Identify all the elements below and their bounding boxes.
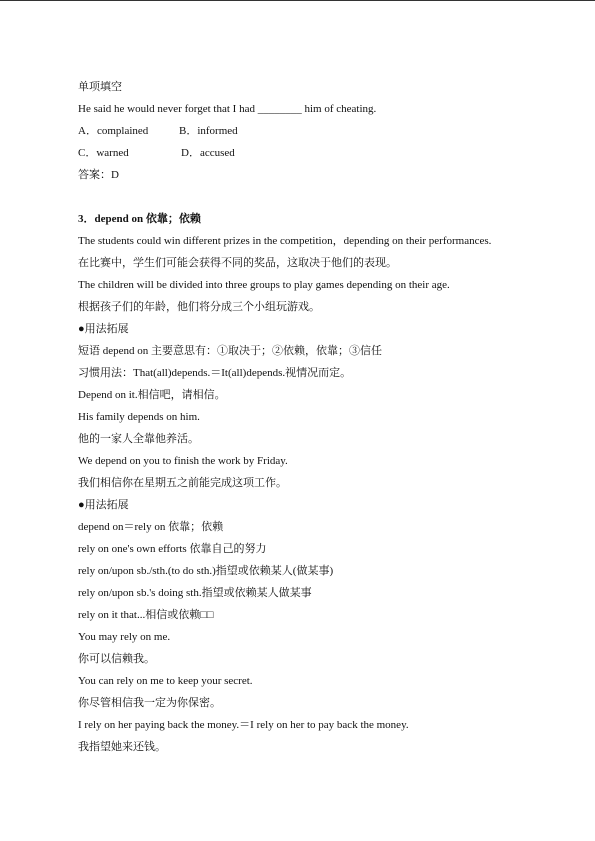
option-b: B．informed: [179, 125, 238, 137]
text-line: 你尽管相信我一定为你保密。: [78, 697, 221, 709]
text-line: You may rely on me.: [78, 631, 171, 643]
text-line: You can rely on me to keep your secret.: [78, 675, 253, 687]
text-line: 你可以信赖我。: [78, 653, 155, 665]
section-title: 3．depend on 依靠；依赖: [78, 213, 201, 225]
section-heading: 单项填空: [78, 81, 122, 93]
text-line: 习惯用法：That(all)depends.＝It(all)depends.视情况而定。: [78, 367, 352, 379]
text-line: We depend on you to finish the work by Friday.: [78, 455, 288, 467]
text-line: rely on/upon sb.'s doing sth.指望或依赖某人做某事: [78, 587, 312, 599]
text-line: rely on/upon sb./sth.(to do sth.)指望或依赖某人(做某事): [78, 565, 334, 577]
question-text: He said he would never forget that I had ________ him of cheating.: [78, 103, 377, 115]
text-line: rely on it that...相信或依赖□□: [78, 609, 214, 621]
option-d: D．accused: [181, 147, 235, 159]
text-lines: [78, 230, 548, 758]
spacer: [78, 186, 548, 208]
text-line: The children will be divided into three groups to play games depending on their age.: [78, 279, 450, 291]
document-body: [78, 76, 548, 758]
text-line: ●用法拓展: [78, 323, 129, 335]
text-line: His family depends on him.: [78, 411, 200, 423]
text-line: depend on＝rely on 依靠；依赖: [78, 521, 224, 533]
text-line: 短语 depend on 主要意思有：①取决于；②依赖，依靠；③信任: [78, 345, 383, 357]
text-line: Depend on it.相信吧，请相信。: [78, 389, 226, 401]
text-line: 根据孩子们的年龄，他们将分成三个小组玩游戏。: [78, 301, 320, 313]
text-line: rely on one's own efforts 依靠自己的努力: [78, 543, 267, 555]
text-line: 我指望她来还钱。: [78, 741, 166, 753]
top-border-line: [0, 0, 595, 1]
options-row-cd: [78, 142, 548, 164]
text-line: 在比赛中，学生们可能会获得不同的奖品，这取决于他们的表现。: [78, 257, 397, 269]
options-row-ab: [78, 120, 548, 142]
answer-text: 答案：D: [78, 169, 119, 181]
text-line: 我们相信你在星期五之前能完成这项工作。: [78, 477, 287, 489]
text-line: The students could win different prizes in the competition，depending on their performances.: [78, 235, 492, 247]
text-line: 他的一家人全靠他养活。: [78, 433, 199, 445]
option-a: A．complained: [78, 125, 149, 137]
option-c: C．warned: [78, 147, 129, 159]
text-line: ●用法拓展: [78, 499, 129, 511]
text-line: I rely on her paying back the money.＝I rely on her to pay back the money.: [78, 719, 409, 731]
